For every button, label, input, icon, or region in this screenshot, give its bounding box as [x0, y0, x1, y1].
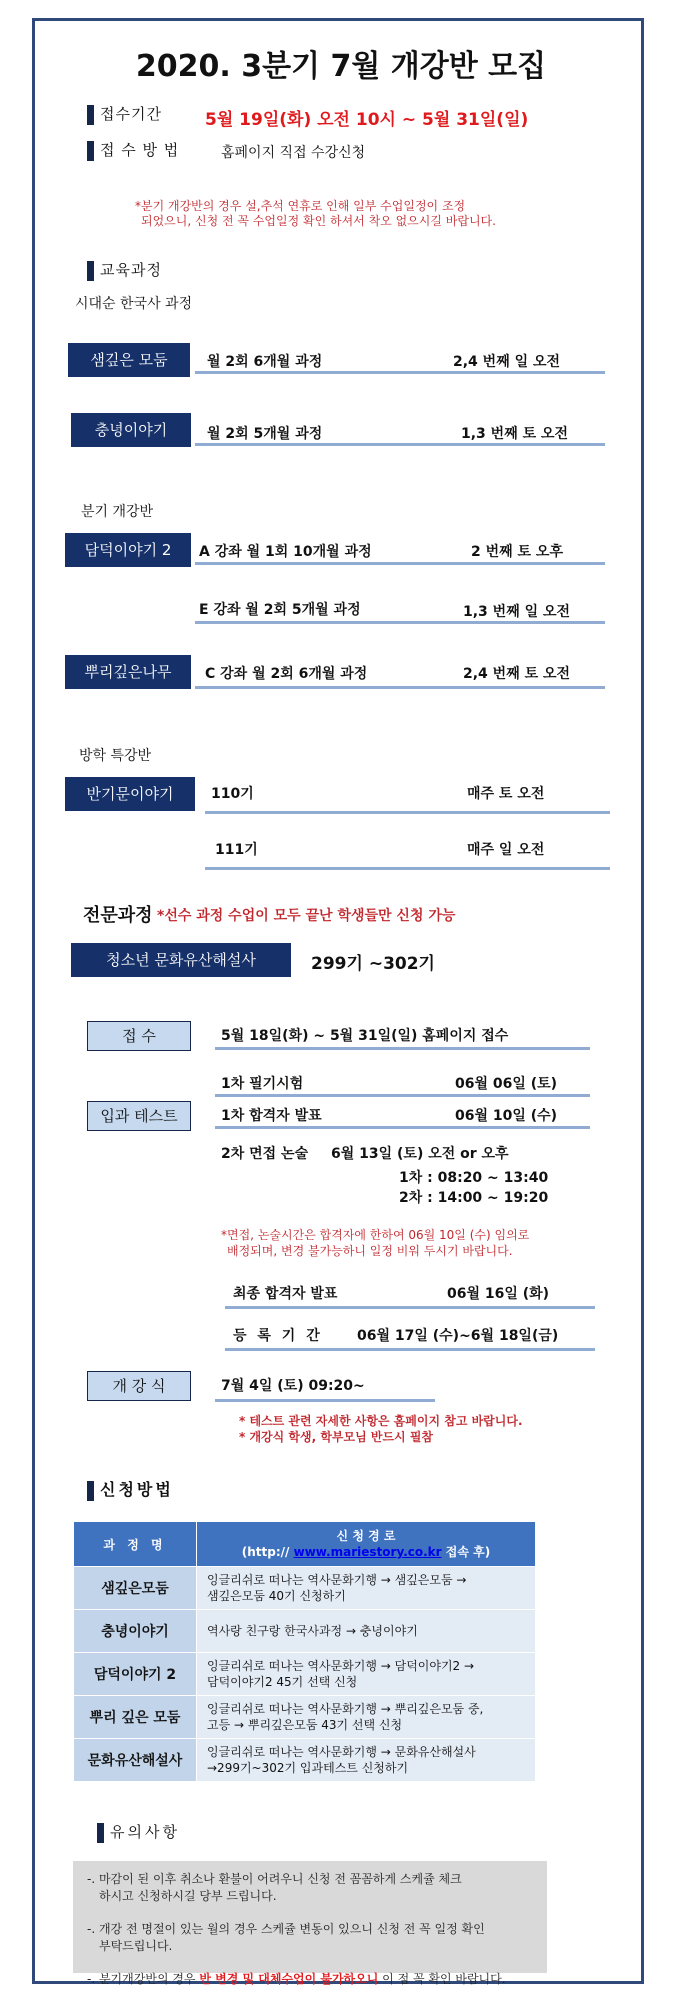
row-underline — [215, 1047, 590, 1050]
caution-item: -. 분기개강반의 경우 반 변경 및 대체수업이 불가하오니 이 점 꼭 확인 바랍니다. — [87, 1972, 506, 1986]
reception-period-label: 접수기간 — [87, 103, 162, 125]
apply-col-course: 과 정 명 — [74, 1522, 197, 1567]
row-underline — [195, 562, 605, 565]
table-row: 충녕이야기 역사랑 친구랑 한국사과정 → 충녕이야기 — [74, 1610, 536, 1653]
register-label: 등 록 기 간 — [233, 1328, 323, 1344]
section-bar-icon — [97, 1823, 104, 1843]
table-row: 뿌리 깊은 모둠 잉글리쉬로 떠나는 역사문화기행 → 뿌리깊은모둠 중, 고등 → 뿌리깊은모둠 43기 선택 신청 — [74, 1696, 536, 1739]
course-schedule: 매주 토 오전 — [467, 786, 545, 802]
interview-slot-2: 2차 : 14:00 ~ 19:20 — [399, 1190, 549, 1206]
course-schedule: 1,3 번째 일 오전 — [463, 604, 571, 620]
interview-label: 2차 면접 논술 — [221, 1146, 309, 1162]
expert-reception-value: 5월 18일(화) ~ 5월 31일(일) 홈페이지 접수 — [221, 1028, 509, 1044]
course-schedule: 2,4 번째 일 오전 — [453, 354, 561, 370]
expert-course-badge: 청소년 문화유산해설사 — [71, 943, 291, 977]
apply-col-path: 신 청 경 로 (http:// www.mariestory.co.kr 접속 후) — [197, 1522, 536, 1567]
written-test-date: 06월 06일 (토) — [455, 1076, 558, 1092]
row-underline — [195, 686, 605, 689]
section-bar-icon — [87, 1481, 94, 1501]
course-desc: A 강좌 월 1회 10개월 과정 — [199, 544, 372, 560]
apply-table — [73, 1521, 536, 1782]
opening-label: 개 강 식 — [87, 1371, 191, 1401]
course-schedule: 매주 일 오전 — [467, 842, 545, 858]
section-bar-icon — [87, 105, 94, 125]
row-underline — [195, 621, 605, 624]
row-underline — [195, 443, 605, 446]
final-result-date: 06월 16일 (화) — [447, 1286, 550, 1302]
expert-heading: 전문과정 — [83, 905, 153, 926]
table-row: 샘깊은모둠 잉글리쉬로 떠나는 역사문화기행 → 샘깊은모둠 → 샘깊은모둠 40기 신청하기 — [74, 1567, 536, 1610]
opening-date: 7월 4일 (토) 09:20~ — [221, 1378, 365, 1394]
first-result-date: 06월 10일 (수) — [455, 1108, 558, 1124]
page-title: 2020. 3분기 7월 개강반 모집 — [135, 49, 547, 84]
row-underline — [215, 1126, 590, 1129]
first-result-label: 1차 합격자 발표 — [221, 1108, 322, 1124]
interview-date: 6월 13일 (토) 오전 or 오후 — [331, 1146, 509, 1162]
poster-frame — [32, 18, 644, 1984]
row-underline — [205, 811, 610, 814]
apply-heading: 신청방법 — [87, 1477, 174, 1501]
curriculum-heading: 교육과정 — [87, 259, 162, 281]
course-badge-samgipeun: 샘깊은 모둠 — [68, 343, 190, 377]
course-badge-damdeok: 담덕이야기 2 — [65, 533, 191, 567]
reception-method-label: 접 수 방 법 — [87, 139, 179, 161]
caution-item: -. 마감이 된 이후 취소나 환불이 어려우니 신청 전 꼼꼼하게 스케쥴 체크 하시고 신청하시길 당부 드립니다. — [87, 1872, 462, 1903]
reception-period-value: 5월 19일(화) 오전 10시 ~ 5월 31일(일) — [205, 110, 529, 130]
caution-item: -. 개강 전 명절이 있는 월의 경우 스케쥴 변동이 있으니 신청 전 꼭 일정 확인 부탁드립니다. — [87, 1922, 485, 1953]
course-desc: E 강좌 월 2회 5개월 과정 — [199, 602, 361, 618]
row-underline — [195, 371, 605, 374]
table-row: 담덕이야기 2 잉글리쉬로 떠나는 역사문화기행 → 담덕이야기2 → 담덕이야기2 45기 선택 신청 — [74, 1653, 536, 1696]
row-underline — [225, 1306, 595, 1309]
site-link[interactable]: www.mariestory.co.kr — [293, 1545, 442, 1559]
expert-note: *선수 과정 수업이 모두 끝난 학생들만 신청 가능 — [157, 908, 456, 924]
course-desc: 월 2회 5개월 과정 — [207, 426, 323, 442]
course-schedule: 1,3 번째 토 오전 — [461, 426, 569, 442]
interview-note: *면접, 논술시간은 합격자에 한하여 06월 10일 (수) 임의로 배정되며, 변경 불가능하니 일정 비워 두시기 바랍니다. — [221, 1228, 530, 1258]
curriculum-sub-quarterly: 분기 개강반 — [81, 504, 154, 520]
course-desc: 110기 — [211, 786, 254, 802]
course-desc: C 강좌 월 2회 6개월 과정 — [205, 666, 368, 682]
opening-notes: * 테스트 관련 자세한 사항은 홈페이지 참고 바랍니다. * 개강식 학생, 학부모님 반드시 필참 — [239, 1414, 523, 1444]
section-bar-icon — [87, 261, 94, 281]
curriculum-sub-chronological: 시대순 한국사 과정 — [75, 296, 193, 312]
written-test-label: 1차 필기시험 — [221, 1076, 304, 1092]
table-row: 문화유산해설사 잉글리쉬로 떠나는 역사문화기행 → 문화유산해설사 →299기~302기 입과테스트 신청하기 — [74, 1739, 536, 1782]
expert-terms: 299기 ~302기 — [311, 954, 435, 974]
final-result-label: 최종 합격자 발표 — [233, 1286, 338, 1302]
reception-method-value: 홈페이지 직접 수강신청 — [221, 145, 366, 161]
course-schedule: 2,4 번째 토 오전 — [463, 666, 571, 682]
expert-reception-label: 접 수 — [87, 1021, 191, 1051]
course-schedule: 2 번째 토 오후 — [471, 544, 563, 560]
entrance-test-label: 입과 테스트 — [87, 1101, 191, 1131]
schedule-notice: *분기 개강반의 경우 설,추석 연휴로 인해 일부 수업일정이 조정 되었으니, 신청 전 꼭 수업일정 확인 하셔서 착오 없으시길 바랍니다. — [135, 199, 496, 228]
course-desc: 111기 — [215, 842, 258, 858]
row-underline — [225, 1348, 595, 1351]
row-underline — [215, 1399, 435, 1402]
course-desc: 월 2회 6개월 과정 — [207, 354, 323, 370]
curriculum-sub-vacation: 방학 특강반 — [79, 748, 152, 764]
row-underline — [205, 867, 610, 870]
cautions-heading: 유의사항 — [97, 1821, 180, 1843]
section-bar-icon — [87, 141, 94, 161]
cautions-box — [73, 1861, 547, 1986]
course-badge-bangimun: 반기문이야기 — [65, 777, 195, 811]
course-badge-chungnyeong: 충녕이야기 — [71, 413, 191, 447]
apply-table-header — [74, 1522, 536, 1567]
row-underline — [215, 1094, 590, 1097]
interview-slot-1: 1차 : 08:20 ~ 13:40 — [399, 1170, 549, 1186]
register-date: 06월 17일 (수)~6월 18일(금) — [357, 1328, 559, 1344]
course-badge-ppuri: 뿌리깊은나무 — [65, 655, 191, 689]
